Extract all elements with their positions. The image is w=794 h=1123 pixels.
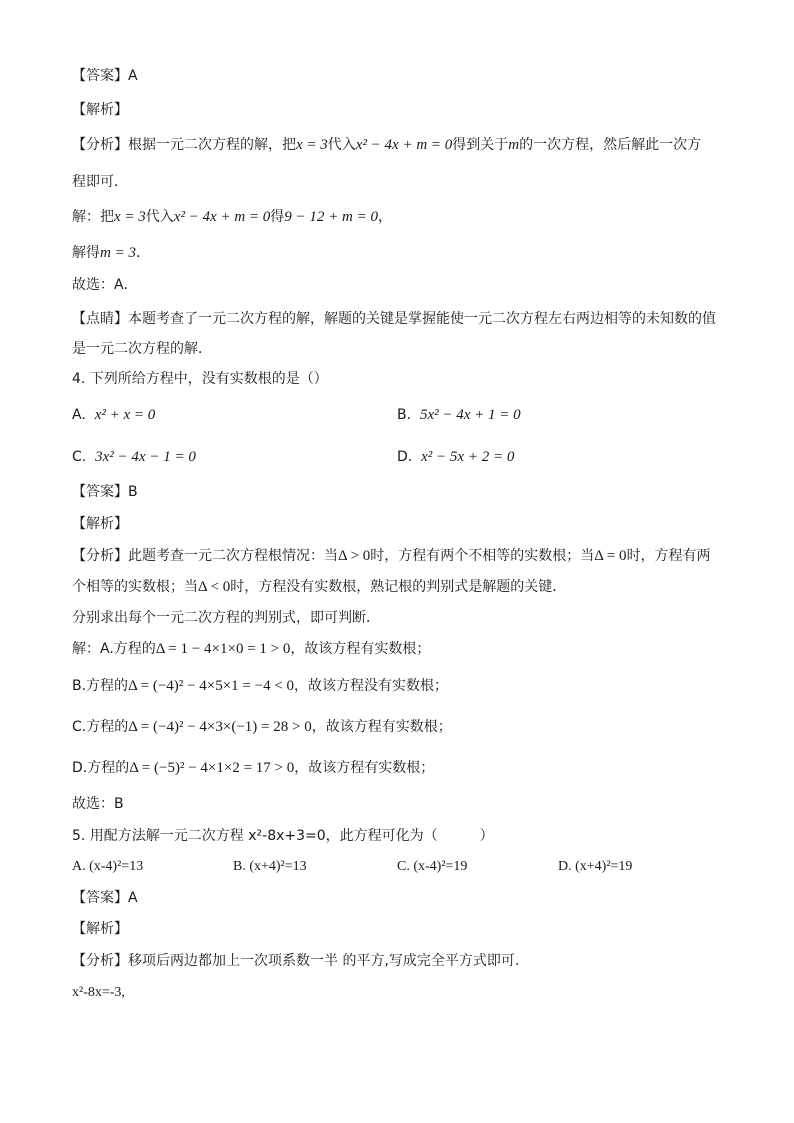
equation: 9 − 12 + m = 0 — [284, 209, 378, 225]
q5-answer: 【答案】A — [72, 890, 138, 906]
q4-fenxi-line1: 【分析】此题考查一元二次方程根情况：当Δ > 0时，方程有两个不相等的实数根；当Δ = 0时，方程有两 — [72, 548, 711, 564]
q5-option-a: A. (x-4)²=13 — [72, 859, 144, 874]
q3-choose: 故选：A． — [72, 277, 138, 293]
q5-option-c: C. (x-4)²=19 — [397, 859, 468, 874]
q4-stem: 4. 下列所给方程中，没有实数根的是（） — [72, 371, 328, 387]
q4-solution-c: C.方程的Δ = (−4)² − 4×3×(−1) = 28 > 0，故该方程有实数根； — [72, 719, 452, 735]
q3-fenxi-line1: 【分析】根据一元二次方程的解，把x = 3代入x² − 4x + m = 0得到关于m的一次方程，然后解此一次方 — [72, 137, 702, 153]
q4-choose: 故选：B — [72, 796, 124, 812]
q3-solution: 解：把x = 3代入x² − 4x + m = 0得9 − 12 + m = 0， — [72, 209, 392, 225]
q3-dianjing-line1: 【点睛】本题考查了一元二次方程的解，解题的关键是掌握能使一元二次方程左右两边相等的未知数的值 — [72, 311, 716, 327]
equation: x² − 4x + m = 0 — [355, 137, 453, 153]
q5-option-d: D. (x+4)²=19 — [558, 859, 633, 874]
equation: x² − 4x + m = 0 — [173, 209, 271, 225]
q5-jiexi: 【解析】 — [72, 921, 128, 937]
q3-result: 解得m = 3． — [72, 245, 150, 261]
q4-fenxi-line2: 个相等的实数根；当Δ < 0时，方程没有实数根，熟记根的判别式是解题的关键． — [72, 579, 567, 595]
q4-option-d: D. x² − 5x + 2 = 0 — [397, 449, 515, 465]
q4-solution-a: 解：A.方程的Δ = 1 − 4×1×0 = 1 > 0，故该方程有实数根； — [72, 641, 431, 657]
q4-solution-b: B.方程的Δ = (−4)² − 4×5×1 = −4 < 0，故该方程没有实数根； — [72, 678, 449, 694]
variable: m — [508, 137, 520, 153]
equation: x = 3 — [114, 209, 146, 225]
q5-option-b: B. (x+4)²=13 — [233, 859, 307, 874]
q5-step1: x²-8x=-3, — [72, 985, 125, 1000]
q4-jiexi: 【解析】 — [72, 516, 128, 532]
q3-dianjing-line2: 是一元二次方程的解． — [72, 341, 212, 357]
q3-fenxi-line2: 程即可． — [72, 174, 128, 190]
q3-answer: 【答案】A — [72, 68, 138, 84]
q4-option-a: A. x² + x = 0 — [72, 407, 156, 423]
q3-jiexi: 【解析】 — [72, 102, 128, 118]
equation: x = 3 — [296, 137, 328, 153]
q5-stem: 5. 用配方法解一元二次方程 x²-8x+3=0，此方程可化为（ ） — [72, 828, 494, 844]
q4-option-b: B. 5x² − 4x + 1 = 0 — [397, 407, 521, 423]
q4-answer: 【答案】B — [72, 484, 138, 500]
q4-option-c: C. 3x² − 4x − 1 = 0 — [72, 449, 196, 465]
equation: m = 3 — [100, 245, 136, 261]
q5-fenxi: 【分析】移项后两边都加上一次项系数一半 的平方,写成完全平方式即可. — [72, 953, 520, 969]
q4-solution-d: D.方程的Δ = (−5)² − 4×1×2 = 17 > 0，故该方程有实数根； — [72, 760, 435, 776]
q4-fenbie: 分别求出每个一元二次方程的判别式，即可判断． — [72, 610, 380, 626]
